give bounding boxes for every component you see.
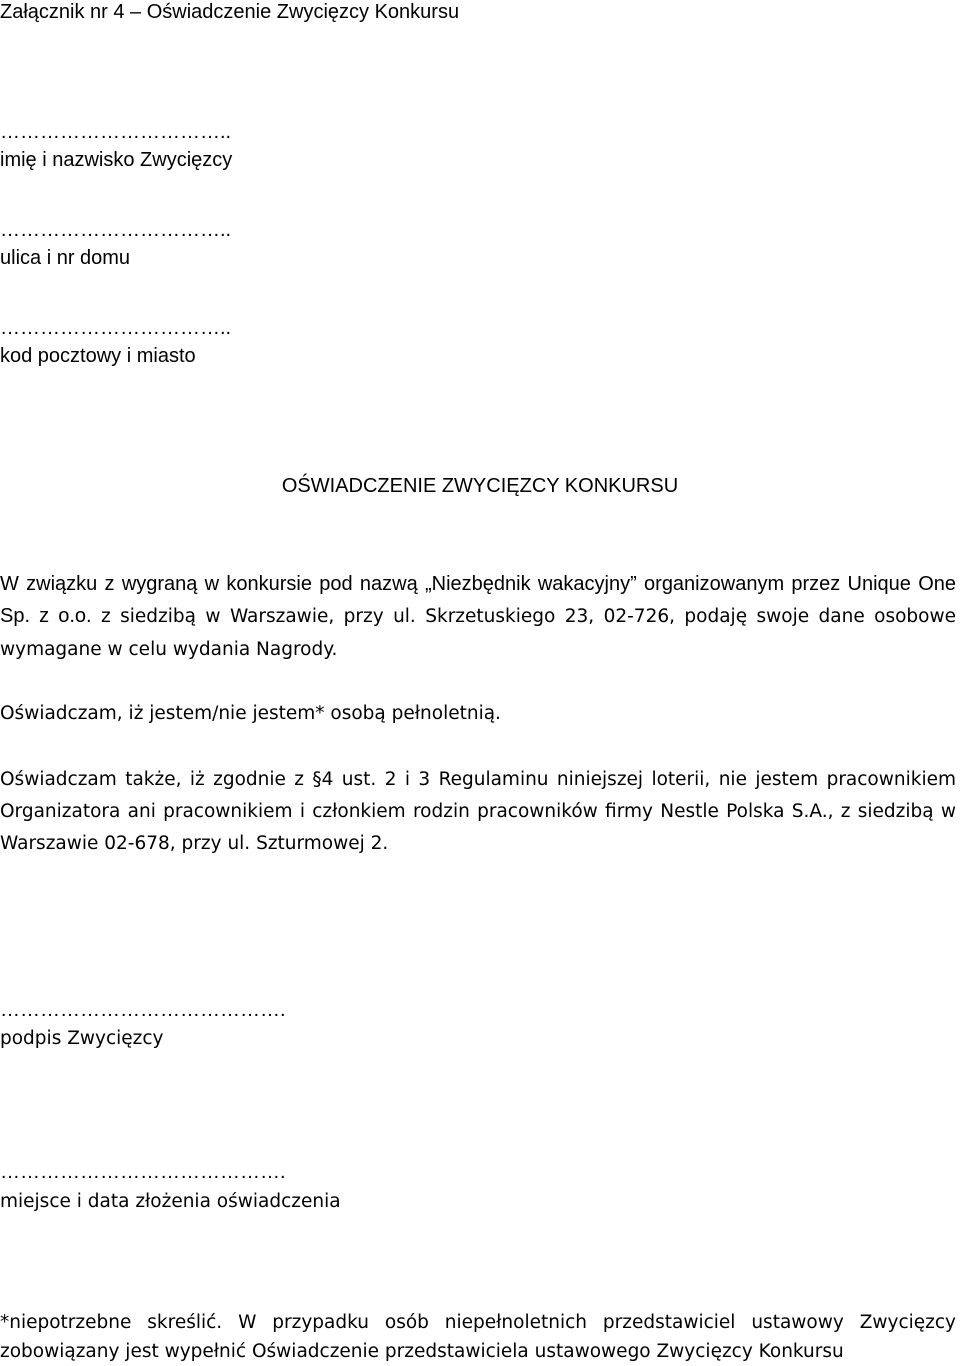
name-label: imię i nazwisko Zwycięzcy (0, 149, 233, 171)
attachment-title: Załącznik nr 4 – Oświadczenie Zwycięzcy Konkursu (0, 1, 460, 23)
intro-paragraph (0, 568, 956, 666)
employment-statement: Oświadczam także, iż zgodnie z §4 ust. 2 i 3 Regulaminu niniejszej loterii, nie jestem pracownikiem Organizatora ani pracownikiem i członkiem rodzin pracowników firmy Nestle Polska S.A., z siedzibą w Warszawie 02-678, przy ul. Szturmowej 2. (0, 769, 956, 854)
postcode-label: kod pocztowy i miasto (0, 345, 196, 367)
intro-text-part2: z siedzibą w Warszawie, przy ul. Skrzetuskiego 23, 02-726, podaję swoje dane osobowe wymagane w celu wydania Nagrody. (0, 606, 956, 660)
postcode-dots: …………………………….. (0, 317, 232, 339)
footnote: *niepotrzebne skreślić. W przypadku osób niepełnoletnich przedstawiciel ustawowy Zwycięzcy zobowiązany jest wypełnić Oświadczenie przedstawiciela ustawowego Zwycięzcy Konkursu (0, 1312, 956, 1362)
name-dots: …………………………….. (0, 121, 232, 143)
age-statement: Oświadczam, iż jestem/nie jestem* osobą pełnoletnią. (0, 703, 501, 724)
signature-label: podpis Zwycięzcy (0, 1028, 164, 1049)
street-label: ulica i nr domu (0, 247, 131, 269)
place-date-label: miejsce i data złożenia oświadczenia (0, 1191, 341, 1212)
intro-text-part1: W związku z wygraną w konkursie pod nazwą „Niezbędnik wakacyjny” organizowanym przez Unique One Sp. z o.o. (0, 573, 956, 627)
street-dots: …………………………….. (0, 219, 232, 241)
place-date-dots: ……………………………………. (0, 1161, 286, 1183)
document-heading: OŚWIADCZENIE ZWYCIĘZCY KONKURSU (281, 475, 679, 497)
signature-dots: ……………………………………. (0, 999, 286, 1021)
